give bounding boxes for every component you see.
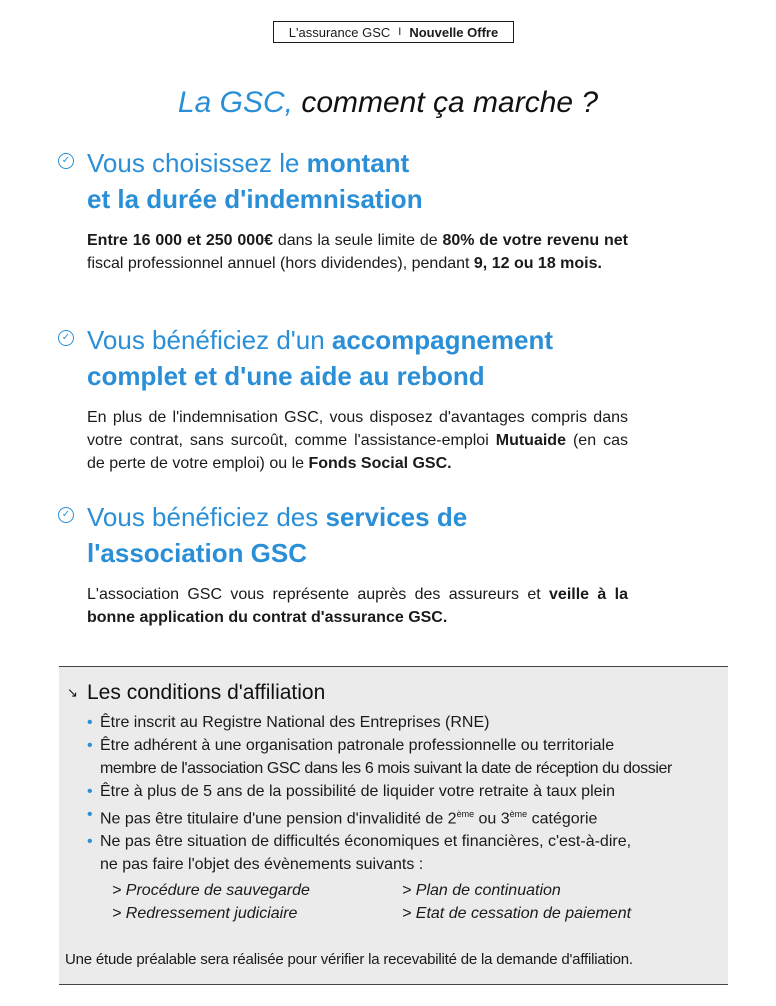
conditions-panel — [59, 666, 728, 985]
section-text: L'association GSC vous représente auprès des assureurs et veille à la bonne application du contrat d'assurance GSC. — [87, 586, 628, 626]
header-brand: L'assurance GSC — [288, 24, 391, 40]
list-item: • Être inscrit au Registre National des Entreprises (RNE) — [87, 714, 490, 731]
page-title — [0, 86, 776, 120]
list-item: • Être adhérent à une organisation patronale professionnelle ou territoriale membre de l'association GSC dans les 6 mois suivant la date de réception du dossier — [87, 737, 672, 777]
section-text: En plus de l'indemnisation GSC, vous disposez d'avantages compris dans votre contrat, sans surcoût, comme l'assistance-emploi Mutuaide (en cas de perte de votre emploi) ou le Fonds Social GSC. — [87, 409, 628, 472]
event-item: > Etat de cessation de paiement — [402, 905, 632, 922]
event-item: > Redressement judiciaire — [112, 905, 298, 922]
list-item: • Ne pas être situation de difficultés économiques et financières, c'est-à-dire, ne pas faire l'objet des évènements suivants : — [87, 833, 632, 874]
arrow-down-right-icon: ↘ — [67, 685, 78, 701]
conditions-note: Une étude préalable sera réalisée pour vérifier la recevabilité de la demande d'affiliation. — [65, 951, 633, 968]
conditions-list — [87, 711, 717, 876]
header-offer: Nouvelle Offre — [409, 24, 499, 40]
list-item: • Ne pas être titulaire d'une pension d'invalidité de 2ème ou 3ème catégorie — [87, 806, 598, 828]
events-list — [112, 879, 682, 925]
conditions-title: Les conditions d'affiliation — [87, 681, 326, 704]
event-item: > Procédure de sauvegarde — [112, 882, 310, 899]
title-rest: comment ça marche ? — [301, 86, 599, 119]
section-accompagnement — [58, 322, 638, 475]
section-text: Entre 16 000 et 250 000€ dans la seule limite de 80% de votre revenu net fiscal professionnel annuel (hors dividendes), pendant 9, 12 ou 18 mois. — [87, 232, 628, 272]
check-circle-icon: ✓ — [58, 153, 74, 169]
section-heading: Vous choisissez le montant et la durée d'indemnisation — [87, 148, 423, 214]
list-item: • Être à plus de 5 ans de la possibilité de liquider votre retraite à taux plein — [87, 783, 615, 800]
header-tag — [273, 21, 514, 43]
section-heading: Vous bénéficiez d'un accompagnement complet et d'une aide au rebond — [87, 325, 553, 391]
event-item: > Plan de continuation — [402, 882, 561, 899]
section-association — [58, 499, 638, 629]
title-highlight: La GSC, — [177, 86, 293, 119]
check-circle-icon: ✓ — [58, 507, 74, 523]
check-circle-icon: ✓ — [58, 330, 74, 346]
section-montant — [58, 145, 638, 275]
conditions-header — [67, 681, 325, 705]
section-heading: Vous bénéficiez des services de l'association GSC — [87, 502, 468, 568]
header-separator: I — [398, 26, 402, 38]
